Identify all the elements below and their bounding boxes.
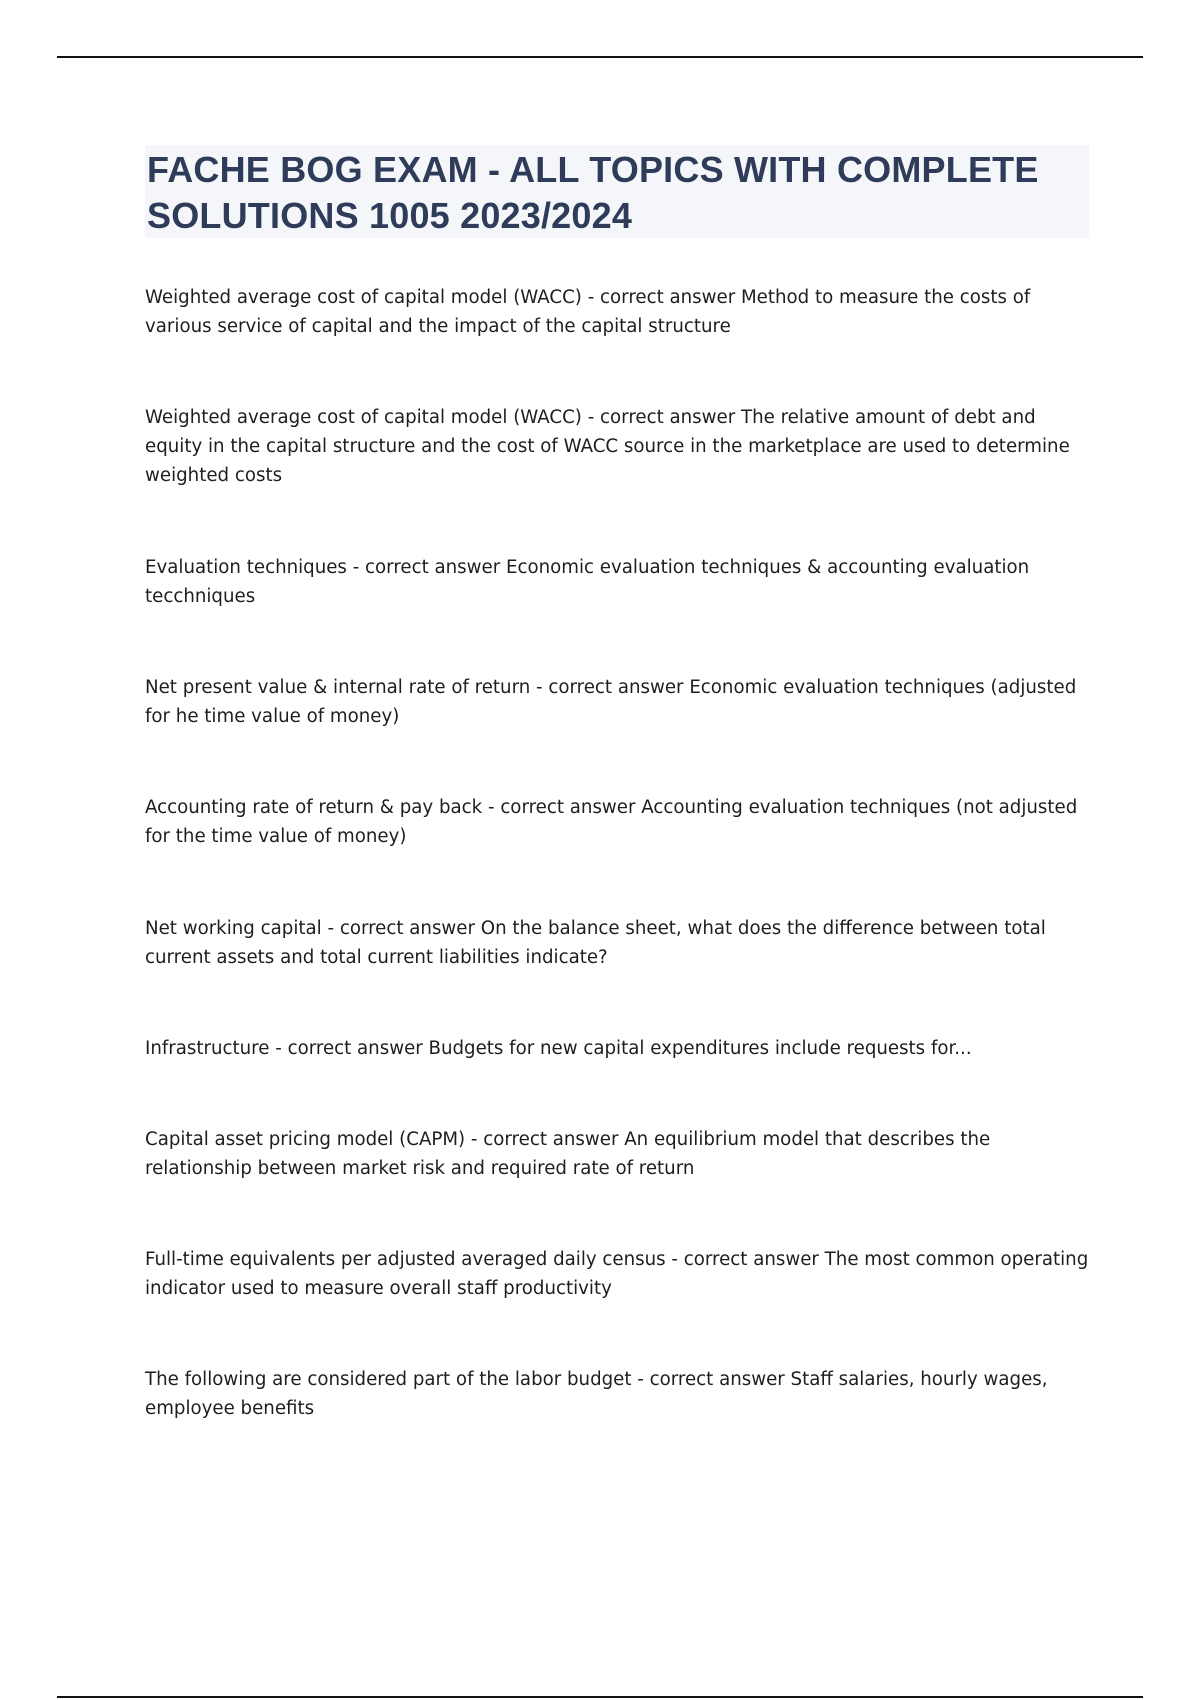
qa-item: Evaluation techniques - correct answer Economic evaluation techniques & accounting evaluation tecchniques <box>145 557 1030 607</box>
qa-item: Capital asset pricing model (CAPM) - correct answer An equilibrium model that describes the relationship between market risk and required rate of return <box>145 1129 991 1179</box>
qa-item: Weighted average cost of capital model (WACC) - correct answer The relative amount of debt and equity in the capital structure and the cost of WACC source in the marketplace are used to determine weighted costs <box>145 407 1070 486</box>
qa-item: Net working capital - correct answer On the balance sheet, what does the difference between total current assets and total current liabilities indicate? <box>145 918 1046 968</box>
title-block <box>145 145 1089 238</box>
qa-item: Infrastructure - correct answer Budgets for new capital expenditures include requests for... <box>145 1038 972 1059</box>
qa-item: Full-time equivalents per adjusted averaged daily census - correct answer The most common operating indicator used to measure overall staff productivity <box>145 1249 1089 1299</box>
bottom-rule <box>57 1696 1143 1698</box>
qa-item: Net present value & internal rate of return - correct answer Economic evaluation techniques (adjusted for he time value of money) <box>145 677 1077 727</box>
document-title: FACHE BOG EXAM - ALL TOPICS WITH COMPLETE SOLUTIONS 1005 2023/2024 <box>147 149 1039 236</box>
qa-item: Weighted average cost of capital model (WACC) - correct answer Method to measure the costs of various service of capital and the impact of the capital structure <box>145 287 1031 337</box>
qa-item: Accounting rate of return & pay back - correct answer Accounting evaluation techniques (not adjusted for the time value of money) <box>145 797 1078 847</box>
top-rule <box>57 56 1143 58</box>
qa-item: The following are considered part of the labor budget - correct answer Staff salaries, hourly wages, employee benefits <box>145 1369 1048 1419</box>
